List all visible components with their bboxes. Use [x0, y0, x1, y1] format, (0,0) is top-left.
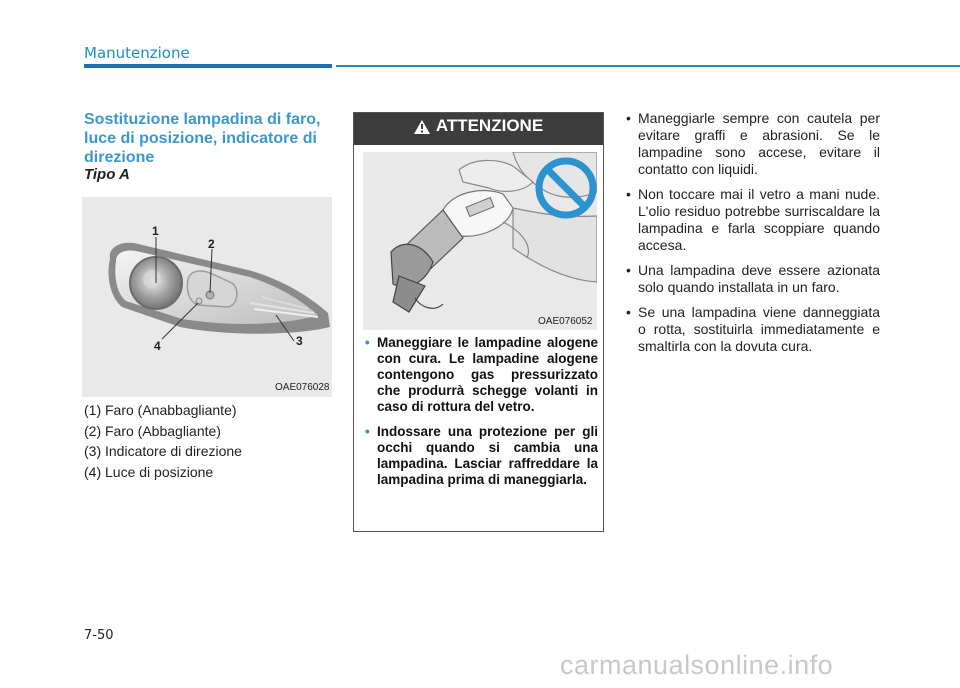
headlamp-figure	[82, 197, 332, 397]
warning-item	[365, 424, 598, 488]
part-item: (4) Luce di posizione	[84, 463, 214, 480]
warning-item-text: Indossare una protezione per gli occhi quando si cambia una lampadina. Lasciar raffreddare la lampadina prima di maneggiarla.	[377, 424, 598, 487]
handling-notes	[624, 110, 880, 363]
warning-title-text: ATTENZIONE	[435, 116, 544, 135]
bullet-icon: •	[365, 335, 370, 350]
callout-4: 4	[154, 339, 161, 353]
callout-1: 1	[152, 224, 159, 238]
bullet-icon: •	[365, 424, 370, 439]
note-item-text: Una lampadina deve essere azionata solo quando installata in un faro.	[638, 262, 880, 295]
warning-list	[365, 335, 598, 497]
page-number: 7-50	[84, 628, 114, 643]
figure2-code: OAE076052	[538, 316, 593, 327]
parts-list	[84, 400, 242, 482]
warning-item	[365, 335, 598, 415]
bulb-figure	[363, 152, 597, 330]
note-item-text: Maneggiarle sempre con cautela per evitare graffi e abrasioni. Se le lampadine sono accese, evitare il contatto con liquidi.	[638, 110, 880, 177]
note-item	[624, 262, 880, 296]
running-header: Manutenzione	[84, 44, 190, 62]
bulb-illustration	[363, 152, 597, 330]
section-title: Sostituzione lampadina di faro, luce di posizione, indicatore di direzione	[84, 111, 321, 166]
subtitle: Tipo A	[84, 166, 130, 183]
part-item: (3) Indicatore di direzione	[84, 443, 242, 459]
note-item-text: Se una lampadina viene danneggiata o rotta, sostituirla immediatamente e smaltirla con la dovuta cura.	[638, 304, 880, 354]
part-item: (1) Faro (Anabbagliante)	[84, 402, 237, 418]
bullet-icon: •	[626, 304, 631, 320]
figure1-code: OAE076028	[275, 382, 330, 393]
part-item: (2) Faro (Abbagliante)	[84, 422, 221, 439]
note-item	[624, 186, 880, 254]
warning-title	[354, 116, 603, 136]
bullet-icon: •	[626, 186, 631, 202]
bullet-icon: •	[626, 262, 631, 278]
header-rule-dark	[84, 64, 332, 68]
note-item-text: Non toccare mai il vetro a mani nude. L'olio residuo potrebbe surriscaldare la lampadina e farla scoppiare quando accesa.	[638, 186, 880, 253]
bullet-icon: •	[626, 110, 631, 126]
watermark: carmanualsonline.info	[560, 650, 834, 680]
note-item	[624, 110, 880, 178]
callout-2: 2	[208, 237, 215, 251]
headlamp-illustration	[82, 197, 332, 397]
warning-triangle-icon	[414, 120, 430, 134]
note-item	[624, 304, 880, 355]
warning-item-text: Maneggiare le lampadine alogene con cura. Le lampadine alogene contengono gas pressurizzato che produrrà schegge volanti in caso di rottura del vetro.	[377, 335, 598, 414]
header-rule-light	[336, 65, 960, 67]
callout-3: 3	[296, 334, 303, 348]
